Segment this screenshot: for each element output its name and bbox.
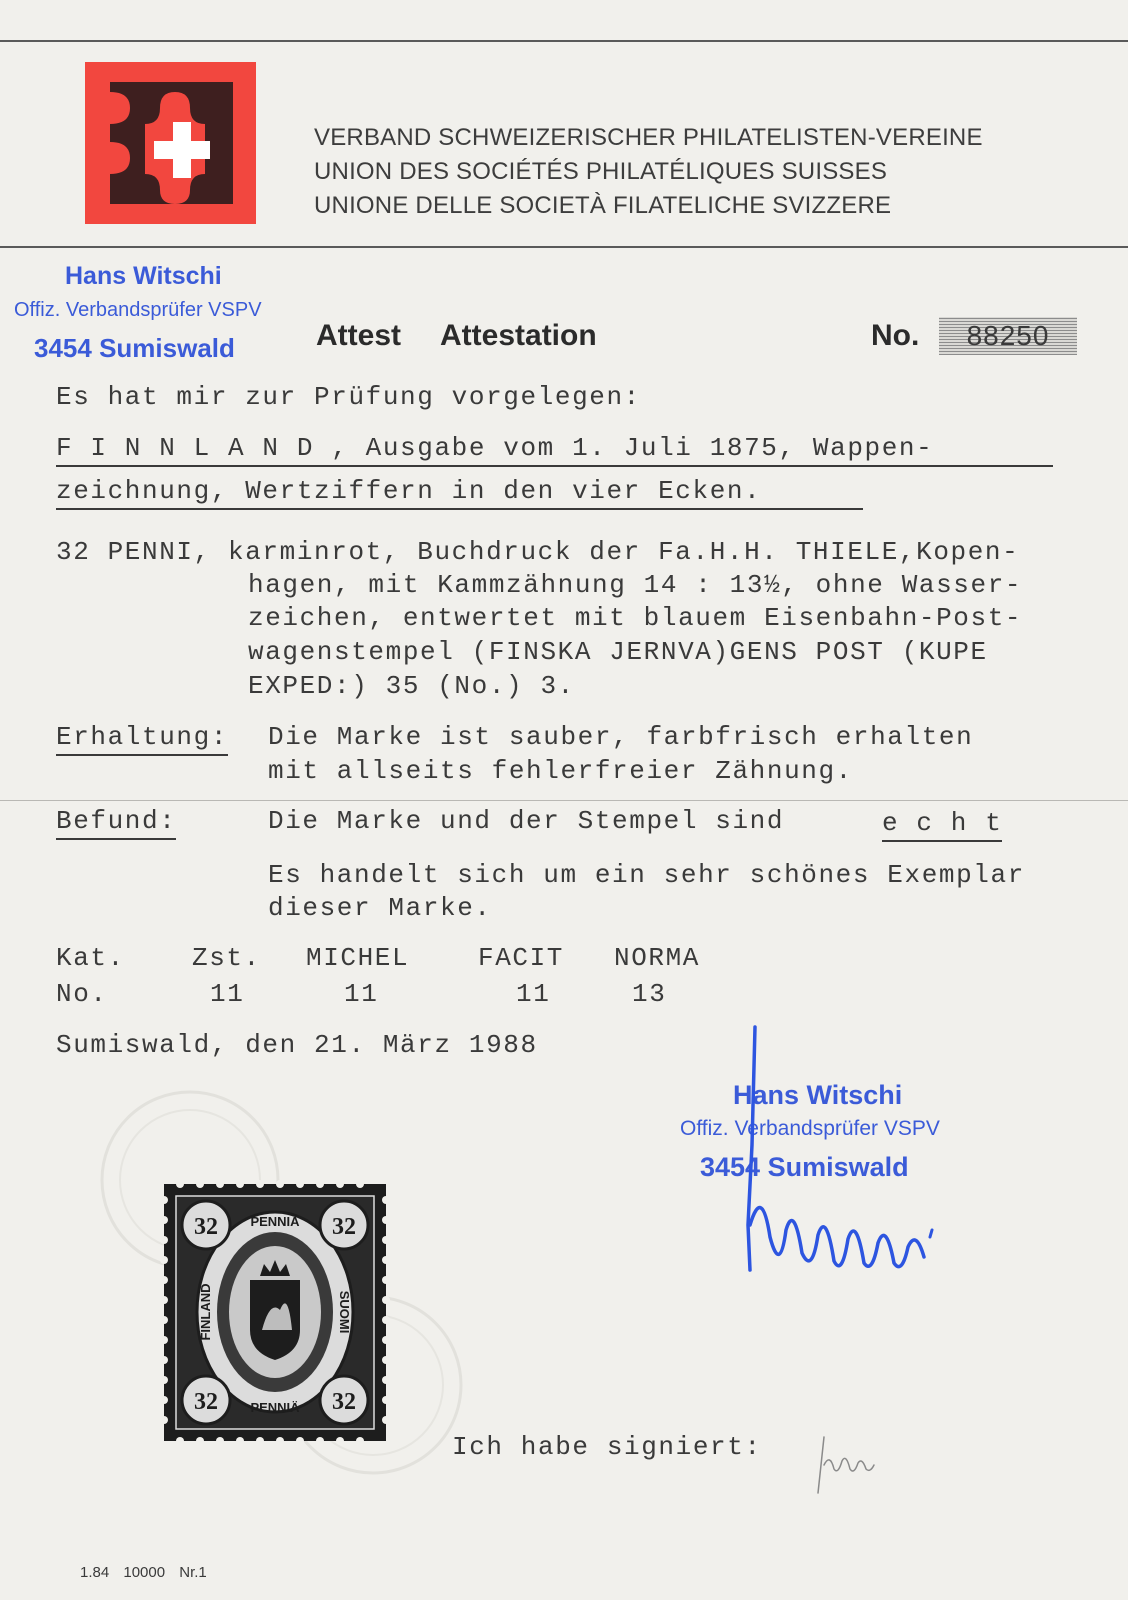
org-name-fr: UNION DES SOCIÉTÉS PHILATÉLIQUES SUISSES bbox=[314, 158, 888, 185]
postage-stamp-image bbox=[160, 1180, 390, 1445]
catalog-header-zst: Zst. bbox=[192, 943, 261, 973]
catalog-header-norma: NORMA bbox=[614, 943, 701, 973]
catalog-value-michel: 11 bbox=[344, 979, 379, 1009]
signed-line: Ich habe signiert: bbox=[452, 1432, 762, 1462]
befund-line-1: Die Marke und der Stempel sind bbox=[268, 806, 785, 836]
catalog-header-kat: Kat. bbox=[56, 943, 125, 973]
description-line-2: hagen, mit Kammzähnung 14 : 13½, ohne Wasser- bbox=[248, 570, 1023, 600]
catalog-header-facit: FACIT bbox=[478, 943, 565, 973]
erhaltung-line-2: mit allseits fehlerfreier Zähnung. bbox=[268, 756, 853, 786]
befund-line-2: Es handelt sich um ein sehr schönes Exemplar bbox=[268, 860, 1025, 890]
befund-verdict: e c h t bbox=[882, 808, 1002, 842]
issue-line-2: zeichnung, Wertziffern in den vier Ecken. bbox=[56, 476, 863, 510]
examiner-stamp-location: 3454 Sumiswald bbox=[34, 333, 235, 363]
erhaltung-line-1: Die Marke ist sauber, farbfrisch erhalten bbox=[268, 722, 974, 752]
org-name-de: VERBAND SCHWEIZERISCHER PHILATELISTEN-VEREINE bbox=[314, 124, 983, 151]
certificate-number: 88250 bbox=[939, 317, 1077, 355]
description-line-4: wagenstempel (FINSKA JERNVA)GENS POST (KUPE bbox=[248, 637, 988, 667]
certificate-no-label: No. bbox=[871, 319, 920, 352]
stamp-top-text: PENNIÄ bbox=[250, 1214, 300, 1229]
examiner-stamp-name: Hans Witschi bbox=[65, 262, 222, 290]
catalog-value-norma: 13 bbox=[632, 979, 667, 1009]
header-rule bbox=[0, 246, 1128, 248]
org-name-it: UNIONE DELLE SOCIETÀ FILATELICHE SVIZZERE bbox=[314, 192, 892, 219]
pencil-signature bbox=[810, 1435, 890, 1495]
issue-line-1: F I N N L A N D , Ausgabe vom 1. Juli 1875, Wappen- bbox=[56, 433, 1053, 467]
stamp-denomination-bl: 32 bbox=[194, 1389, 218, 1415]
catalog-row-label: No. bbox=[56, 979, 108, 1009]
vspv-logo-icon bbox=[85, 62, 256, 224]
attest-heading: Attest bbox=[316, 319, 402, 352]
description-line-3: zeichen, entwertet mit blauem Eisenbahn-Post- bbox=[248, 603, 1023, 633]
stamp-bottom-text: PENNIÄ bbox=[250, 1400, 300, 1415]
stamp-denomination-tl: 32 bbox=[194, 1214, 218, 1240]
vspv-logo bbox=[85, 62, 256, 224]
signature-stamp-location: 3454 Sumiswald bbox=[700, 1152, 909, 1182]
attestation-heading: Attestation bbox=[440, 319, 597, 352]
catalog-value-zst: 11 bbox=[210, 979, 245, 1009]
befund-line-3: dieser Marke. bbox=[268, 893, 492, 923]
top-rule bbox=[0, 40, 1128, 42]
erhaltung-label: Erhaltung: bbox=[56, 722, 228, 756]
signature-stamp-title: Offiz. Verbandsprüfer VSPV bbox=[680, 1117, 940, 1140]
handwritten-signature bbox=[720, 1025, 950, 1285]
signature-stamp-name: Hans Witschi bbox=[733, 1080, 903, 1110]
print-footer: 1.84 10000 Nr.1 bbox=[80, 1564, 207, 1581]
fold-line bbox=[0, 800, 1128, 801]
description-line-1: 32 PENNI, karminrot, Buchdruck der Fa.H.H. THIELE,Kopen- bbox=[56, 537, 1020, 567]
stamp-denomination-tr: 32 bbox=[332, 1214, 356, 1240]
stamp-right-text: SUOMI bbox=[337, 1290, 352, 1334]
examiner-stamp-title: Offiz. Verbandsprüfer VSPV bbox=[14, 299, 262, 321]
catalog-value-facit: 11 bbox=[516, 979, 551, 1009]
stamp-denomination-br: 32 bbox=[332, 1389, 356, 1415]
befund-label: Befund: bbox=[56, 806, 176, 840]
catalog-header-michel: MICHEL bbox=[306, 943, 410, 973]
description-line-5: EXPED:) 35 (No.) 3. bbox=[248, 671, 575, 701]
intro-text: Es hat mir zur Prüfung vorgelegen: bbox=[56, 382, 641, 412]
stamp-left-text: FINLAND bbox=[198, 1283, 213, 1341]
date-line: Sumiswald, den 21. März 1988 bbox=[56, 1030, 538, 1060]
